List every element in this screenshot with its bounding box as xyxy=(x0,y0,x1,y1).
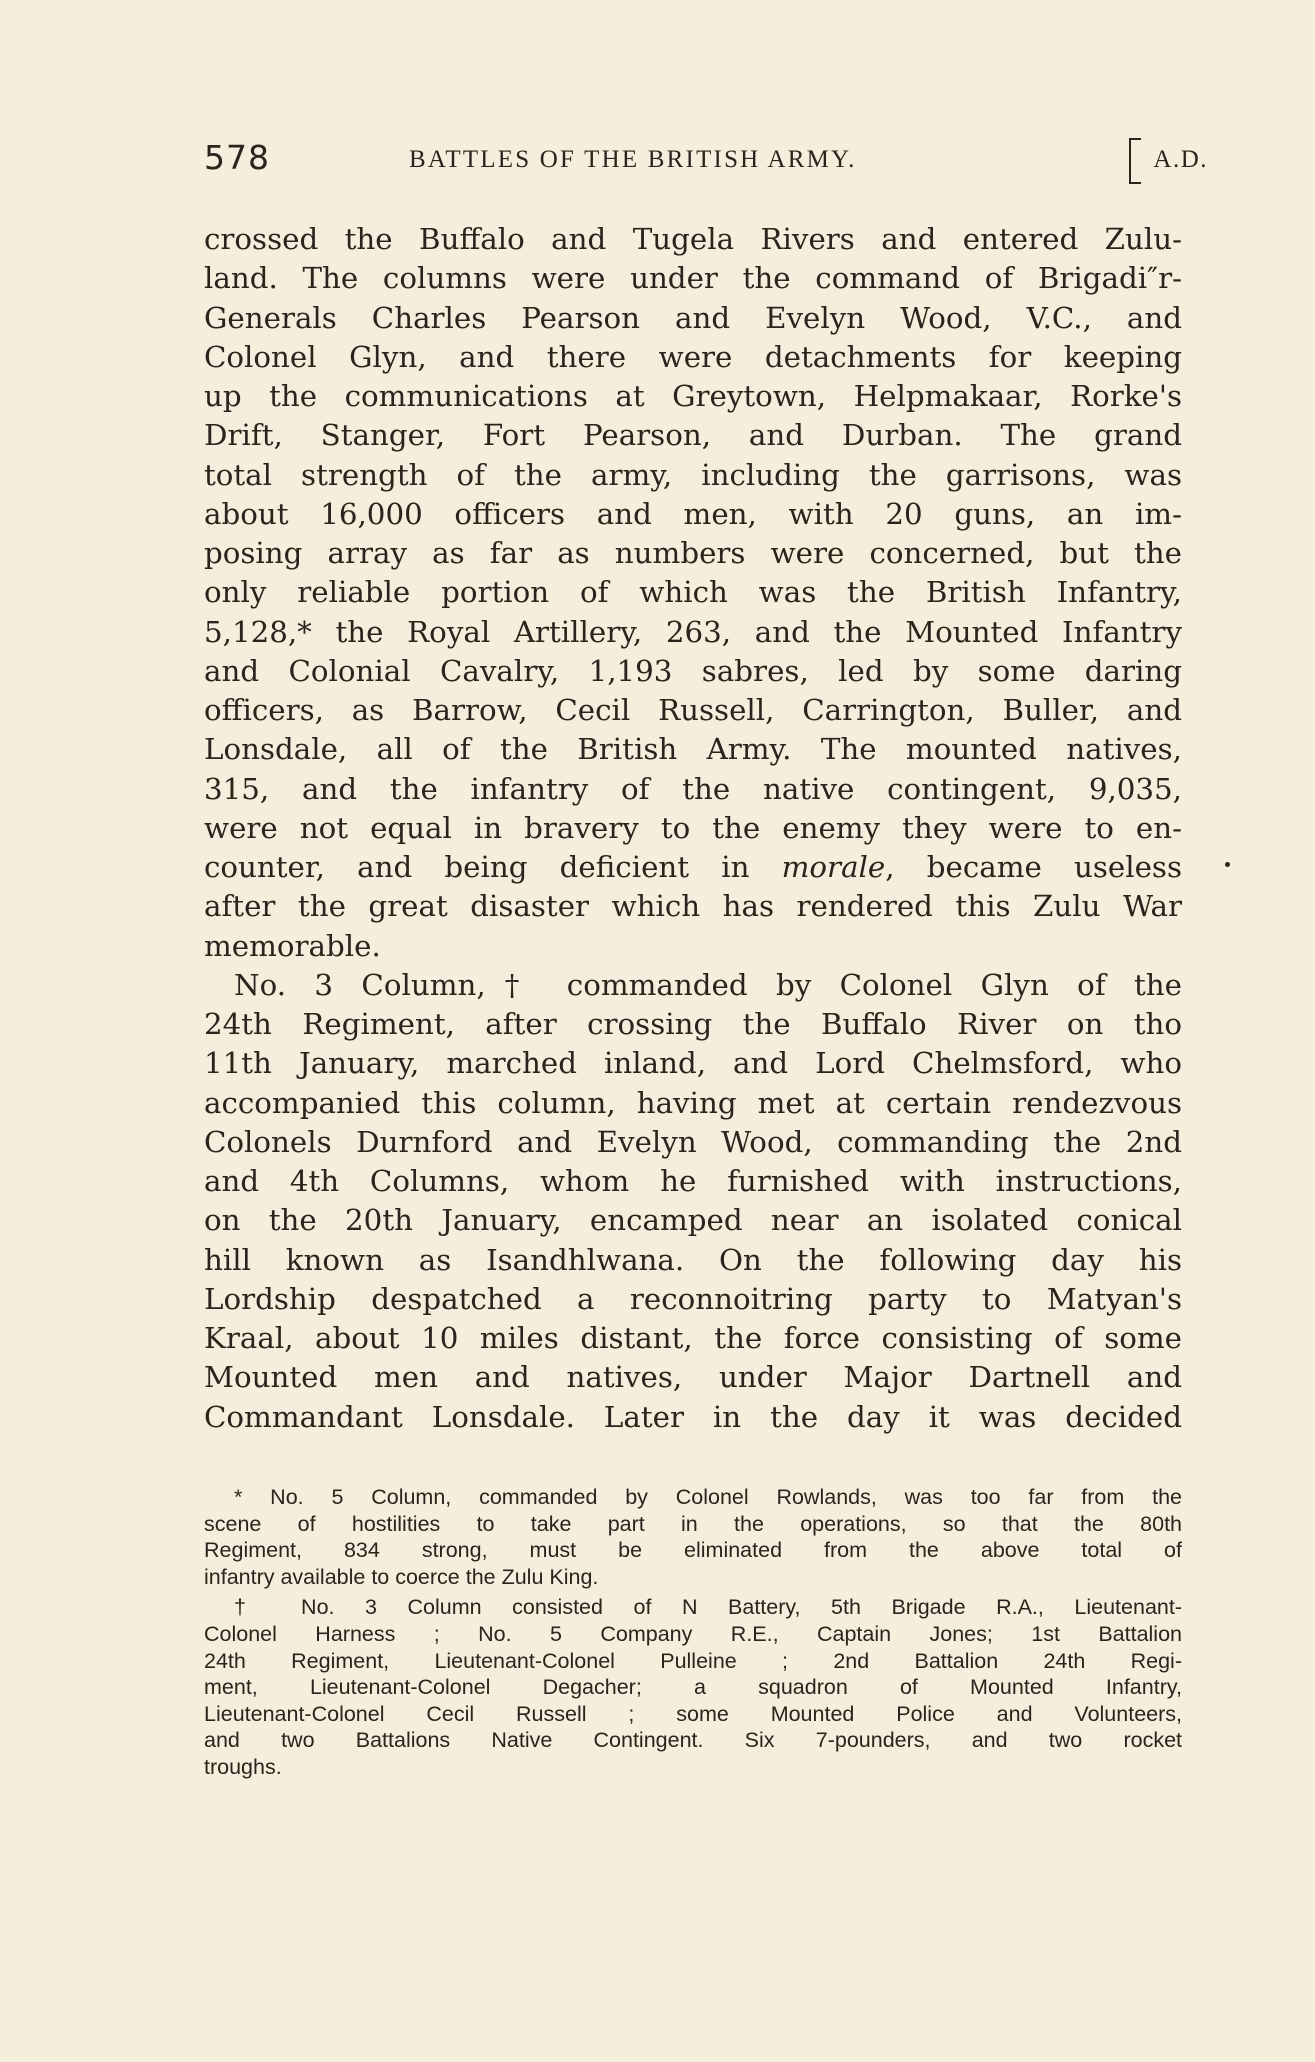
date-bracket: A.D. xyxy=(1129,138,1208,184)
body-line: total strength of the army, including the garrisons, was xyxy=(204,457,1182,492)
body-line: on the 20th January, encamped near an isolated conical xyxy=(204,1203,1182,1238)
body-line: Kraal, about 10 miles distant, the force consisting of some xyxy=(204,1321,1182,1355)
body-line: Lordship despatched a reconnoitring party to Matyan's xyxy=(204,1281,1182,1316)
body-line: Lonsdale, all of the British Army. The mounted natives, xyxy=(204,732,1182,767)
footnote-line: scene of hostilities to take part in the operations, so that the 80th xyxy=(204,1511,1182,1536)
footnote-line: Colonel Harness ; No. 5 Company R.E., Captain Jones; 1st Battalion xyxy=(204,1621,1182,1646)
body-line: only reliable portion of which was the British Infantry, xyxy=(204,575,1182,610)
body-line: 5,128,* the Royal Artillery, 263, and the Mounted Infantry xyxy=(204,614,1182,649)
body-line: and Colonial Cavalry, 1,193 sabres, led by some daring xyxy=(204,653,1182,688)
body-line: after the great disaster which has rendered this Zulu War xyxy=(204,889,1182,924)
body-line: No. 3 Column,† commanded by Colonel Glyn of the xyxy=(234,967,1182,1002)
body-line: Colonel Glyn, and there were detachments for keeping xyxy=(204,339,1182,374)
body-line: officers, as Barrow, Cecil Russell, Carrington, Buller, and xyxy=(204,693,1182,727)
body-line: 315, and the infantry of the native contingent, 9,035, xyxy=(204,771,1182,806)
footnote-line: Regiment, 834 strong, must be eliminated from the above total of xyxy=(204,1538,1182,1563)
body-line: 11th January, marched inland, and Lord Chelmsford, who xyxy=(204,1046,1182,1081)
footnote-line: Lieutenant-Colonel Cecil Russell ; some Mounted Police and Volunteers, xyxy=(204,1701,1182,1726)
page-number: 578 xyxy=(204,138,270,177)
footnote-line: and two Battalions Native Contingent. Six 7-pounders, and two rocket xyxy=(204,1728,1182,1753)
body-line: Colonels Durnford and Evelyn Wood, commanding the 2nd xyxy=(204,1124,1182,1159)
body-line: land. The columns were under the command of Brigadi″r- xyxy=(204,261,1182,296)
footnote-line: * No. 5 Column, commanded by Colonel Rowlands, was too far from the xyxy=(234,1485,1182,1509)
body-line: accompanied this column, having met at certain rendezvous xyxy=(204,1085,1182,1120)
body-line: Drift, Stanger, Fort Pearson, and Durban. The grand xyxy=(204,418,1182,453)
body-line: up the communications at Greytown, Helpmakaar, Rorke's xyxy=(204,379,1182,413)
body-text xyxy=(204,220,1182,1437)
footnote-line: 24th Regiment, Lieutenant-Colonel Pulleine ; 2nd Battalion 24th Regi- xyxy=(204,1648,1182,1673)
footnote-line: troughs. xyxy=(204,1754,282,1779)
body-line: were not equal in bravery to the enemy they were to en- xyxy=(204,810,1182,845)
stray-ink-dot xyxy=(1225,862,1230,867)
body-line: Generals Charles Pearson and Evelyn Wood, V.C., and xyxy=(204,300,1182,335)
body-line: Commandant Lonsdale. Later in the day it was decided xyxy=(204,1399,1182,1434)
body-line: Mounted men and natives, under Major Dartnell and xyxy=(204,1360,1182,1395)
body-line: and 4th Columns, whom he furnished with instructions, xyxy=(204,1164,1182,1198)
running-head xyxy=(204,138,1208,182)
footnote-line: infantry available to coerce the Zulu King. xyxy=(204,1564,599,1589)
body-line: crossed the Buffalo and Tugela Rivers and entered Zulu- xyxy=(204,222,1182,256)
running-title: BATTLES OF THE BRITISH ARMY. xyxy=(409,146,857,173)
footnote-line: † No. 3 Column consisted of N Battery, 5th Brigade R.A., Lieutenant- xyxy=(234,1595,1182,1620)
body-line: memorable. xyxy=(204,928,381,963)
footnotes xyxy=(204,1484,1182,1781)
body-line: hill known as Isandhlwana. On the following day his xyxy=(204,1242,1182,1277)
body-line: posing array as far as numbers were concerned, but the xyxy=(204,536,1182,570)
body-line: about 16,000 officers and men, with 20 guns, an im- xyxy=(204,496,1182,531)
body-line: counter, and being deficient in morale, became useless xyxy=(204,850,1183,884)
body-line: 24th Regiment, after crossing the Buffalo River on tho xyxy=(204,1007,1182,1041)
footnote-line: ment, Lieutenant-Colonel Degacher; a squadron of Mounted Infantry, xyxy=(204,1675,1182,1700)
